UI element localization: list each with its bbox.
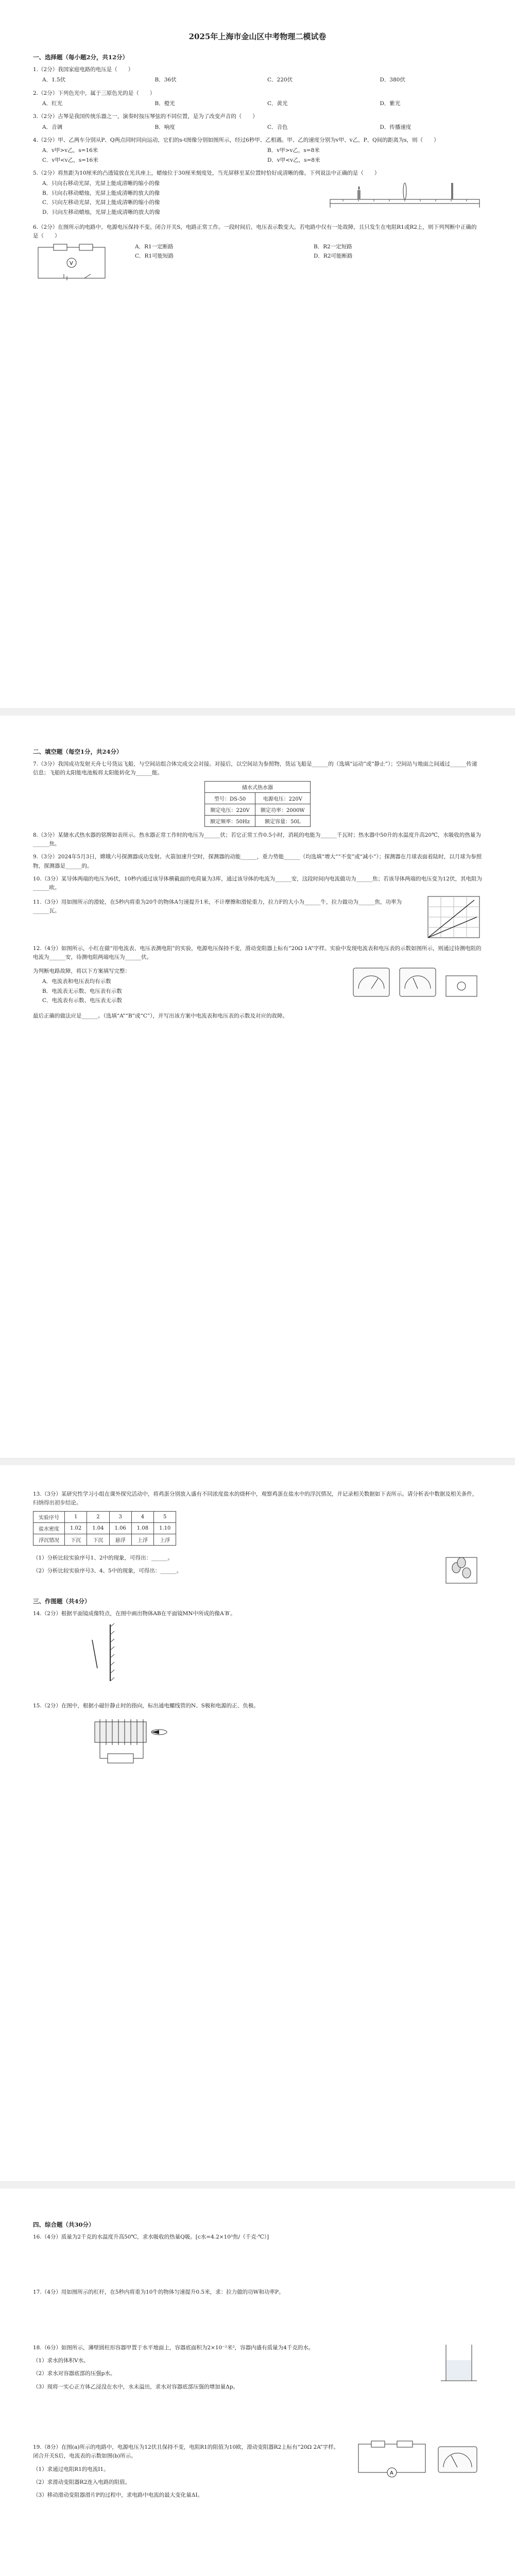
option: C．音色 (267, 124, 288, 130)
container-figure (436, 2340, 482, 2386)
section-heading-comprehensive: 四、综合题（共30分） (33, 2221, 95, 2228)
option: D．传播速度 (380, 124, 411, 130)
option: B．36伏 (154, 77, 177, 83)
eggs-figure (441, 1550, 482, 1586)
question-5-options (42, 179, 269, 217)
option: C．黄光 (267, 100, 288, 107)
question-6: 6.（2分）在图所示的电路中，电源电压保持不变。闭合开关S，电路正常工作。一段时间后，电压表示数变大。若电路中仅有一处故障，且只发生在电阻R1或R2上，则下列判断中正确的是（ ） (33, 224, 477, 240)
section-heading-drawing: 三、作图题（共4分） (33, 1597, 91, 1605)
question-13: 13.（3分）某研究性学习小组在课外探究活动中，将鸡蛋分别放入盛有不同浓度盐水的烧杯中，观察鸡蛋在盐水中的浮沉情况，并记录相关数据如下表所示。请分析表中数据及相关条件，归纳得出初步结论。 (33, 1491, 478, 1506)
question-8: 8.（3分）某储水式热水器的铭牌如表所示。热水器正常工作时的电压为______伏；若它正常工作0.5小时，消耗的电能为______千瓦时；热水器中50升的水温度升高20℃，水吸收的热量为______焦。 (33, 832, 481, 847)
pulley-graph-figure (425, 894, 482, 940)
question-12: 12.（4分）如图所示，小红在做“用电流表、电压表测电阻”的实验，电源电压保持不变，滑动变阻器上标有“20Ω 1A”字样。实验中发现电流表和电压表的示数如图所示，则通过待测电阻的电流为______安，待测电阻两端电压为______伏。 (33, 945, 482, 960)
question-12-tail: 最后正确的做法应是______。（选填“A”“B”或“C”），并写出该方案中电流表和电压表的示数及对应的故障。 (33, 1012, 288, 1019)
question-1-options (42, 75, 482, 84)
circuit-figure (33, 242, 110, 283)
question-7: 7.（3分）我国成功发射天舟七号货运飞船，与空间站组合体完成交会对接。对接后，以空间站为参照物，货运飞船是______的（选填“运动”或“静止”）；空间站与地面之间通过______传递信息；飞船的太阳能电池板将太阳能转化为______能。 (33, 761, 477, 776)
option: C．220伏 (267, 77, 293, 83)
table-cell: 电源电压：220V (255, 792, 310, 804)
page-3 (0, 1465, 515, 2181)
question-3: 3.（2分）古琴是我国传统乐器之一，演奏时按压琴弦的不同位置，是为了改变声音的（ ） (33, 113, 258, 120)
meters-figure (348, 963, 482, 1004)
table-cell: 1.04 (87, 1522, 109, 1534)
table-cell: 额定电压：220V (205, 804, 255, 815)
option: B．R2一定短路 (314, 243, 352, 250)
optical-bench-figure (328, 179, 482, 210)
option: D．只向左移动蜡烛，光屏上能成清晰的放大的像 (42, 209, 160, 215)
svg-text:A: A (390, 2470, 393, 2476)
question-10: 10.（3分）某导体两端的电压为6伏，10秒内通过该导体横截面的电荷量为3库，通过该导体的电流为______安，这段时间内电流做功为______焦；若该导体两端的电压变为12伏，其电阻为______欧。 (33, 875, 482, 891)
table-cell: 下沉 (87, 1534, 109, 1545)
page-1 (0, 0, 515, 708)
option: A．只向右移动光屏，光屏上能成清晰的缩小的像 (42, 180, 160, 187)
question-13-sub-1: （1）分析比较实验序号1、2中的现象，可得出：______。 (33, 1554, 174, 1561)
question-14: 14.（2分）根据平面镜成像特点，在图中画出物体AB在平面镜MN中所成的像A′B′。 (33, 1610, 236, 1617)
table-cell: 5 (154, 1511, 176, 1522)
option: A．v甲>v乙，s=16米 (42, 147, 98, 154)
option: A．红光 (42, 100, 63, 107)
question-1: 1.（2分）我国家庭电路的电压是（ ） (33, 66, 134, 73)
question-2: 2.（2分）下列色光中，属于三原色光的是（ ） (33, 90, 156, 96)
option: C．R1可能短路 (135, 252, 174, 259)
table-cell: 额定频率：50Hz (205, 815, 255, 826)
page-title: 2025年上海市金山区中考物理二模试卷 (188, 32, 327, 41)
question-6-options (135, 242, 482, 261)
question-18-sub-2: （2）求水对容器底部的压强p水。 (33, 2370, 116, 2377)
table-cell: 额定容量：50L (255, 815, 310, 826)
question-16: 16.（4分）质量为2千克的水温度升高50℃，求水吸收的热量Q吸。[c水=4.2×10³焦/（千克·℃）] (33, 2234, 269, 2240)
table-cell: 3 (109, 1511, 131, 1522)
option: C．v甲<v乙，s=16米 (42, 157, 98, 163)
salt-water-table (33, 1511, 176, 1546)
question-19: 19.（8分）在图(a)所示的电路中，电源电压为12伏且保持不变，电阻R1的阻值为10欧，滑动变阻器R2上标有“20Ω 2A”字样。闭合开关S后，电流表的示数如图(b)所示。 (33, 2444, 339, 2460)
question-13-sub-2: （2）分析比较实验序号3、4、5中的现象，可得出：______。 (33, 1567, 182, 1574)
option: A．电流表和电压表均有示数 (42, 978, 111, 985)
option: B．电流表无示数、电压表有示数 (42, 988, 122, 994)
circuit-ab-figure (353, 2439, 482, 2480)
question-19-sub-1: （1）求通过电阻R1的电流I1。 (33, 2466, 109, 2472)
option: C．电流表有示数、电压表无示数 (42, 997, 123, 1004)
option: A．R1一定断路 (135, 243, 174, 250)
question-18: 18.（6分）如图所示，薄壁圆柱形容器甲置于水平地面上，容器底面积为2×10⁻²米²，容器内盛有质量为4千克的水。 (33, 2344, 314, 2351)
table-cell: 1 (65, 1511, 87, 1522)
question-5: 5.（2分）将焦距为10厘米的凸透镜放在光具座上，蜡烛位于30厘米刻度处，当光屏移至某位置时恰好成清晰的像。下列说法中正确的是（ ） (33, 170, 380, 177)
question-12-options (42, 977, 301, 1005)
option: A．1.5伏 (42, 77, 66, 83)
option: D．v甲<v乙，s=8米 (267, 157, 320, 163)
question-17: 17.（4分）用如图所示的杠杆，在5秒内将重为10牛的物体匀速提升0.5米，求：拉力做的功W和功率P。 (33, 2289, 284, 2296)
table-cell: 盐水密度 (33, 1522, 65, 1534)
table-cell: 额定功率：2000W (255, 804, 310, 815)
table-cell: 下沉 (65, 1534, 87, 1545)
question-12-subprompt: 为判断电路故障，将以下方案填写完整： (33, 968, 130, 975)
table-cell: 上浮 (131, 1534, 153, 1545)
section-heading-fill: 二、填空题（每空1分，共24分） (33, 748, 123, 755)
table-cell: 2 (87, 1511, 109, 1522)
option: A．音调 (42, 124, 63, 130)
heater-spec-table (204, 781, 310, 827)
question-11: 11.（3分）用如图所示的滑轮，在5秒内将重为20牛的物体A匀速提升1米，不计摩擦和滑轮重力，拉力F的大小为______牛，拉力做功为______焦，功率为______瓦。 (33, 899, 402, 914)
mirror-figure (79, 1619, 141, 1686)
solenoid-figure (79, 1711, 172, 1768)
question-3-options (42, 123, 482, 132)
option: B．橙光 (154, 100, 175, 107)
option: B．只向右移动蜡烛，光屏上能成清晰的放大的像 (42, 190, 160, 196)
question-19-sub-3: （3）移动滑动变阻器滑片P的过程中，求电路中电流的最大变化量ΔI。 (33, 2492, 203, 2499)
option: D．380伏 (380, 77, 405, 83)
table-cell: 型号：DS-50 (205, 792, 255, 804)
page-4 (0, 2189, 515, 2576)
option: B．响度 (154, 124, 175, 130)
question-4: 4.（2分）甲、乙两车分别从P、Q两点同时同向运动，它们的s-t图像分别如图所示，经过6秒甲、乙相遇。甲、乙的速度分别为v甲、v乙，P、Q间的距离为s，则（ ） (33, 137, 439, 144)
table-cell: 悬浮 (109, 1534, 131, 1545)
table-cell: 1.08 (131, 1522, 153, 1534)
table-cell: 1.02 (65, 1522, 87, 1534)
question-9: 9.（3分）2024年5月3日，嫦娥六号探测器成功发射。火箭加速升空时，探测器的动能______，重力势能______（均选填“增大”“不变”或“减小”）；探测器在月球表面着陆时，以月球为参照物，探测器是______的。 (33, 854, 482, 869)
option: C．只向左移动光屏，光屏上能成清晰的缩小的像 (42, 199, 160, 206)
table-cell: 1.10 (154, 1522, 176, 1534)
option: B．v甲>v乙，s=8米 (267, 147, 320, 154)
table-cell: 4 (131, 1511, 153, 1522)
question-2-options (42, 99, 482, 108)
question-18-sub-1: （1）求水的体积V水。 (33, 2357, 89, 2364)
table-title: 储水式热水器 (205, 781, 310, 792)
table-cell: 浮沉情况 (33, 1534, 65, 1545)
question-4-options (42, 146, 482, 165)
table-cell: 实验序号 (33, 1511, 65, 1522)
table-cell: 上浮 (154, 1534, 176, 1545)
question-18-sub-3: （3）现将一实心正方体乙浸没在水中，水未溢出，求水对容器底部压强的增加量Δp。 (33, 2383, 238, 2390)
page-2 (0, 716, 515, 1458)
svg-text:V: V (70, 260, 73, 266)
question-15: 15.（2分）在图中，根据小磁针静止时的指向，标出通电螺线管的N、S极和电源的正、负极。 (33, 1702, 259, 1709)
section-heading-choice: 一、选择题（每小题2分，共12分） (33, 54, 129, 61)
table-cell: 1.06 (109, 1522, 131, 1534)
option: D．紫光 (380, 100, 401, 107)
option: D．R2可能断路 (314, 252, 353, 259)
question-19-sub-2: （2）求滑动变阻器R2连入电路的阻值。 (33, 2479, 131, 2485)
